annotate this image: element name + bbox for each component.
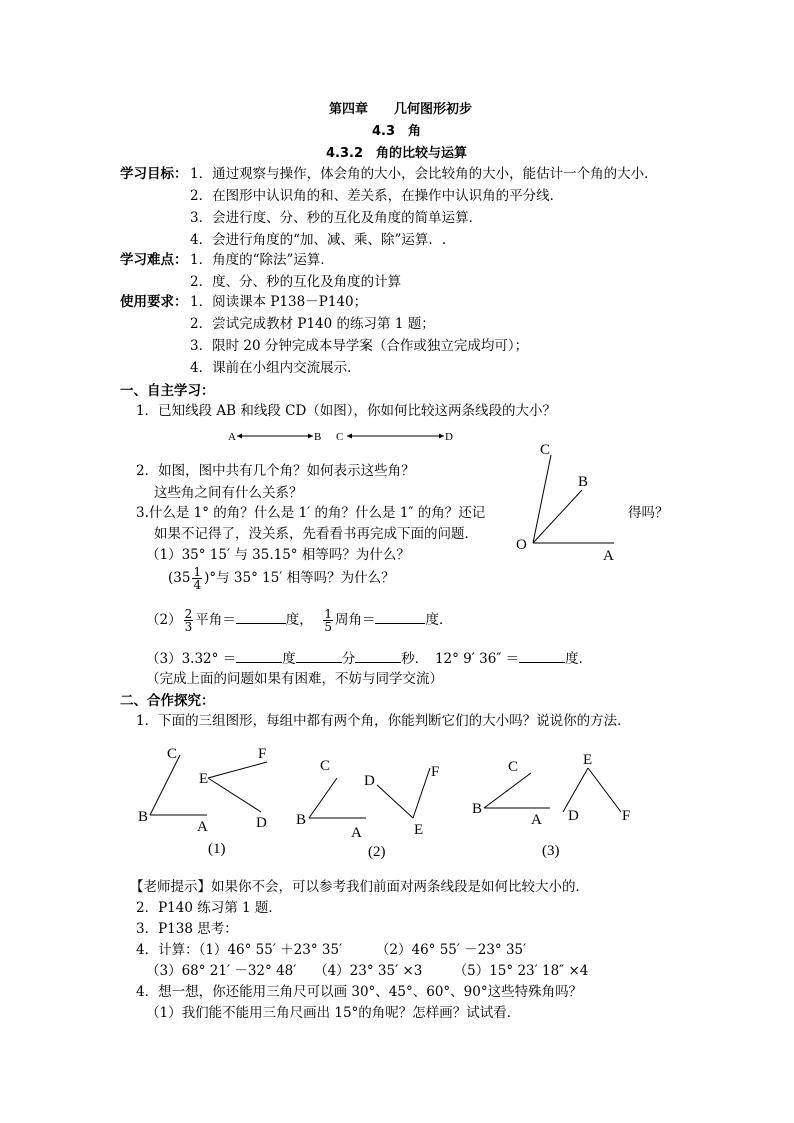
point-label: A [351, 825, 362, 841]
part1-note: （完成上面的问题如果有困难，不妨与同学交流） [146, 671, 443, 687]
difficulty-item: 1．角度的“除法”运算． [190, 252, 334, 268]
chapter-title: 第四章 几何图形初步 [329, 102, 473, 117]
part2-q1: 1．下面的三组图形，每组中都有两个角，你能判断它们的大小吗？说说你的方法． [136, 713, 631, 729]
point-label: A [531, 812, 542, 828]
sub-q3: （3）3.32° ＝ 度 分 秒． 12° 9′ 36″ ＝ 度． [146, 651, 593, 667]
requirement-item: 4．课前在小组内交流展示． [190, 360, 361, 376]
sub-q2: （2） $\frac{2}{3}$ 平角＝ 度， $\frac{1}{5}$ 周角＝ 度． [146, 607, 453, 634]
subsection-title: 4.3.2 角的比较与运算 [326, 146, 468, 161]
part1-q1: 1．已知线段 AB 和线段 CD（如图），你如何比较这两条线段的大小？ [136, 403, 557, 419]
answer-blank[interactable] [519, 649, 565, 663]
point-label: D [256, 815, 267, 831]
figure-group-1 [138, 746, 267, 835]
point-label: D [568, 808, 579, 824]
part2-q2: 2．P140 练习第 1 题． [136, 900, 282, 916]
goal-item: 4．会进行角度的“加、减、乘、除”运算．. [190, 232, 447, 248]
sub-q1b: (35 $\frac{1}{4}$ )°与 35° 15′ 相等吗？为什么？ [168, 565, 395, 592]
part2-q3: 3．P138 思考： [136, 921, 238, 937]
part2-q5: 4．想一想，你还能用三角尺可以画 30°、45°、60°、90°这些特殊角吗？ [136, 984, 583, 1000]
angle-label: O [516, 537, 527, 553]
point-label: C [167, 746, 178, 762]
seg-label: C [336, 431, 344, 443]
seg-label: A [228, 431, 236, 443]
sub-q1: （1）35° 15′ 与 35.15° 相等吗？为什么？ [146, 547, 410, 563]
caption: (3) [542, 843, 560, 859]
section-title: 4.3 角 [372, 124, 422, 139]
part2-q4b: （3）68° 21′ －32° 48′ （4）23° 35′ ×3 （5）15° 23′ 18″ ×4 [146, 963, 589, 979]
requirements-label: 使用要求： [120, 294, 188, 310]
answer-blank[interactable] [236, 610, 286, 624]
point-label: F [622, 808, 631, 824]
caption: (1) [208, 841, 226, 857]
requirement-item: 2．尝试完成教材 P140 的练习第 1 题； [190, 316, 435, 332]
part1-q2a: 2．如图，图中共有几个角？如何表示这些角？ [136, 463, 415, 479]
point-label: E [414, 822, 424, 838]
part1-q3a: 3.什么是 1° 的角？什么是 1′ 的角？什么是 1″ 的角？还记 [136, 505, 486, 521]
point-label: E [199, 771, 209, 787]
point-label: B [296, 812, 307, 828]
point-label: B [138, 809, 149, 825]
goal-item: 3．会进行度、分、秒的互化及角度的简单运算． [190, 210, 483, 226]
seg-label: D [445, 431, 453, 443]
part1-q3b: 如果不记得了，没关系，先看看书再完成下面的问题． [154, 526, 478, 542]
goal-item: 1．通过观察与操作，体会角的大小，会比较角的大小，能估计一个角的大小． [190, 166, 658, 182]
point-label: E [583, 752, 593, 768]
point-label: B [472, 801, 483, 817]
part1-heading: 一、自主学习： [120, 383, 215, 399]
difficulties-label: 学习难点： [120, 252, 188, 268]
caption: (2) [368, 844, 386, 860]
answer-blank[interactable] [355, 649, 401, 663]
seg-label: B [314, 431, 322, 443]
point-label: D [364, 773, 375, 789]
answer-blank[interactable] [296, 649, 342, 663]
point-label: C [508, 759, 519, 775]
angle-label: A [603, 548, 614, 564]
figure-group-2 [296, 758, 439, 841]
point-label: F [258, 746, 267, 762]
part1-q3-tail: 得吗？ [628, 505, 669, 521]
difficulty-item: 2．度、分、秒的互化及角度的计算 [190, 274, 402, 290]
point-label: A [197, 819, 208, 835]
part1-q2b: 这些角之间有什么关系？ [154, 485, 303, 501]
part2-q5a: （1）我们能不能用三角尺画出 15°的角呢？怎样画？试试看． [146, 1005, 521, 1021]
angle-figure [516, 442, 614, 564]
requirement-item: 3．限时 20 分钟完成本导学案（合作或独立完成均可）； [190, 338, 529, 354]
answer-blank[interactable] [236, 649, 282, 663]
segments-figure [228, 431, 453, 443]
part2-heading: 二、合作探究： [120, 693, 215, 709]
angle-label: B [578, 474, 589, 490]
teacher-tip: 【老师提示】如果你不会，可以参考我们前面对两条线段是如何比较大小的． [130, 879, 589, 895]
point-label: C [320, 758, 331, 774]
requirement-item: 1．阅读课本 P138－P140； [190, 294, 368, 310]
answer-blank[interactable] [375, 610, 425, 624]
goal-item: 2．在图形中认识角的和、差关系，在操作中认识角的平分线． [190, 188, 564, 204]
angle-label: C [540, 442, 551, 458]
point-label: F [431, 764, 440, 780]
figure-group-3 [472, 752, 630, 828]
goals-label: 学习目标： [120, 166, 188, 182]
part2-q4: 4．计算：（1）46° 55′ ＋23° 35′ （2）46° 55′ －23° 35′ [136, 942, 527, 958]
